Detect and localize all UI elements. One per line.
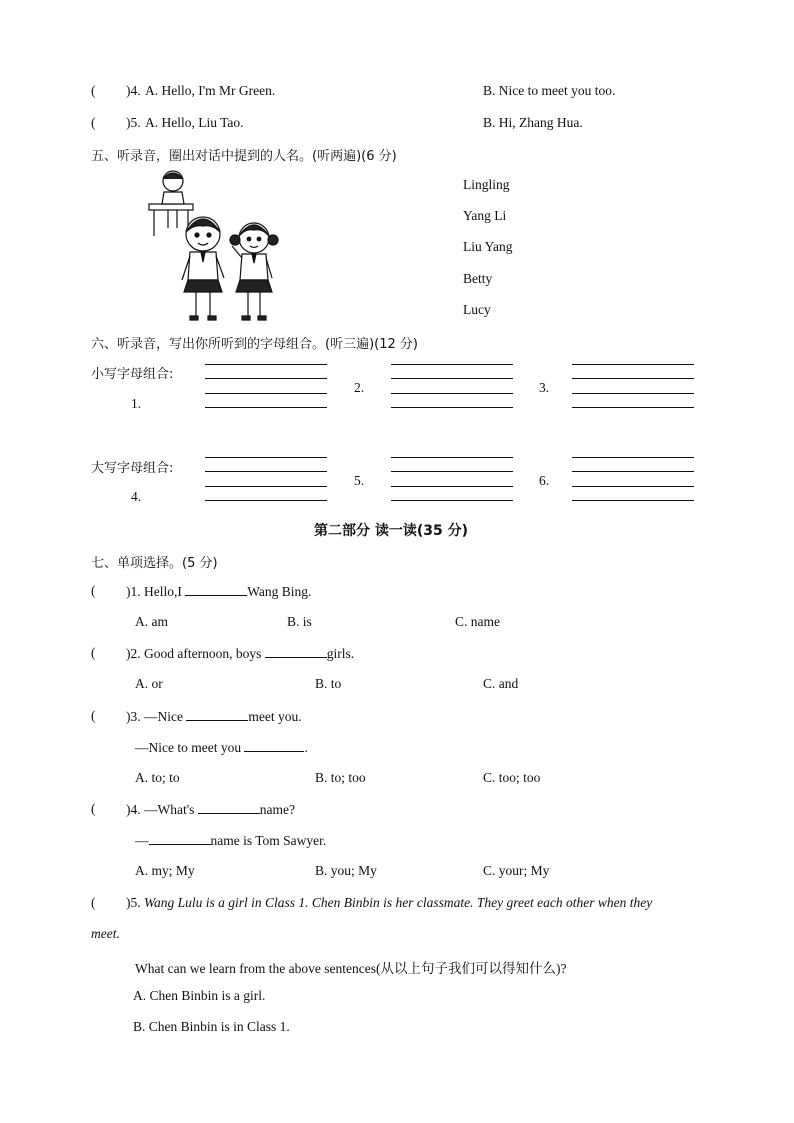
question-4-number: )4.	[126, 83, 141, 98]
writing-line[interactable]	[572, 364, 694, 365]
item-number: 1.	[131, 396, 142, 411]
answer-blank[interactable]	[186, 708, 248, 721]
question-5-prompt: What can we learn from the above sentences(从以上句子我们可以得知什么)?	[135, 961, 567, 976]
writing-line[interactable]	[391, 364, 513, 365]
writing-line[interactable]	[572, 378, 694, 379]
writing-line[interactable]	[205, 457, 327, 458]
writing-line[interactable]	[205, 378, 327, 379]
writing-line[interactable]	[391, 500, 513, 501]
q1-option-a: A. am	[135, 614, 168, 629]
answer-paren: (	[91, 83, 96, 98]
q4-option-c: C. your; My	[483, 863, 550, 878]
lowercase-label: 小写字母组合:	[91, 367, 174, 382]
q2-option-a: A. or	[135, 676, 163, 691]
writing-line[interactable]	[572, 500, 694, 501]
answer-paren: (	[91, 801, 96, 816]
q5-option-b: B. Chen Binbin is in Class 1.	[133, 1019, 290, 1034]
section-7-title: 七、单项选择。(5 分)	[91, 556, 218, 571]
writing-line[interactable]	[572, 471, 694, 472]
q3-option-a: A. to; to	[135, 770, 180, 785]
q4-option-a: A. my; My	[135, 863, 195, 878]
writing-line[interactable]	[205, 471, 327, 472]
writing-line[interactable]	[572, 407, 694, 408]
question-5-continuation: meet.	[91, 926, 120, 941]
question-5-number: )5.	[126, 115, 141, 130]
answer-blank[interactable]	[198, 801, 260, 814]
question-3: )3. —Nice meet you.	[126, 709, 302, 724]
writing-line[interactable]	[391, 393, 513, 394]
q4-option-a: A. Hello, I'm Mr Green.	[145, 83, 276, 98]
answer-blank[interactable]	[185, 583, 247, 596]
answer-blank[interactable]	[244, 739, 304, 752]
name-option: Lingling	[463, 177, 510, 192]
name-option: Betty	[463, 271, 493, 286]
q1-option-b: B. is	[287, 614, 312, 629]
writing-line[interactable]	[205, 486, 327, 487]
section-5-title: 五、听录音，圈出对话中提到的人名。(听两遍)(6 分)	[91, 149, 397, 164]
writing-line[interactable]	[205, 500, 327, 501]
writing-line[interactable]	[205, 407, 327, 408]
writing-line[interactable]	[205, 364, 327, 365]
question-1: )1. Hello,I Wang Bing.	[126, 584, 312, 599]
part-2-title: 第二部分 读一读(35 分)	[314, 523, 469, 539]
answer-paren: (	[91, 708, 96, 723]
answer-blank[interactable]	[265, 645, 327, 658]
section-6-title: 六、听录音，写出你所听到的字母组合。(听三遍)(12 分)	[91, 337, 418, 352]
q2-option-c: C. and	[483, 676, 519, 691]
writing-line[interactable]	[572, 457, 694, 458]
q3-option-b: B. to; too	[315, 770, 366, 785]
name-option: Lucy	[463, 302, 491, 317]
writing-line[interactable]	[391, 486, 513, 487]
q1-option-c: C. name	[455, 614, 500, 629]
answer-paren: (	[91, 583, 96, 598]
answer-blank[interactable]	[149, 832, 211, 845]
q5-option-b: B. Hi, Zhang Hua.	[483, 115, 583, 130]
item-number: 2.	[354, 380, 365, 395]
writing-line[interactable]	[572, 393, 694, 394]
item-number: 6.	[539, 473, 550, 488]
children-illustration	[146, 166, 286, 324]
name-option: Liu Yang	[463, 239, 513, 254]
name-option: Yang Li	[463, 208, 507, 223]
q5-option-a: A. Hello, Liu Tao.	[145, 115, 244, 130]
uppercase-label: 大写字母组合:	[91, 461, 174, 476]
question-4: )4. —What's name?	[126, 802, 296, 817]
question-4-line-2: — name is Tom Sawyer.	[135, 833, 327, 848]
q4-option-b: B. Nice to meet you too.	[483, 83, 616, 98]
item-number: 5.	[354, 473, 365, 488]
question-3-line-2: —Nice to meet you .	[135, 740, 308, 755]
writing-line[interactable]	[391, 471, 513, 472]
question-5: )5. Wang Lulu is a girl in Class 1. Chen Binbin is her classmate. They greet each other when they	[126, 895, 653, 910]
answer-paren: (	[91, 115, 96, 130]
answer-paren: (	[91, 645, 96, 660]
q5-option-a: A. Chen Binbin is a girl.	[133, 988, 266, 1003]
writing-line[interactable]	[391, 407, 513, 408]
writing-line[interactable]	[572, 486, 694, 487]
answer-paren: (	[91, 895, 96, 910]
q3-option-c: C. too; too	[483, 770, 541, 785]
item-number: 4.	[131, 489, 142, 504]
writing-line[interactable]	[391, 378, 513, 379]
question-2: )2. Good afternoon, boys girls.	[126, 646, 355, 661]
item-number: 3.	[539, 380, 550, 395]
q4-option-b: B. you; My	[315, 863, 377, 878]
q2-option-b: B. to	[315, 676, 342, 691]
writing-line[interactable]	[391, 457, 513, 458]
writing-line[interactable]	[205, 393, 327, 394]
